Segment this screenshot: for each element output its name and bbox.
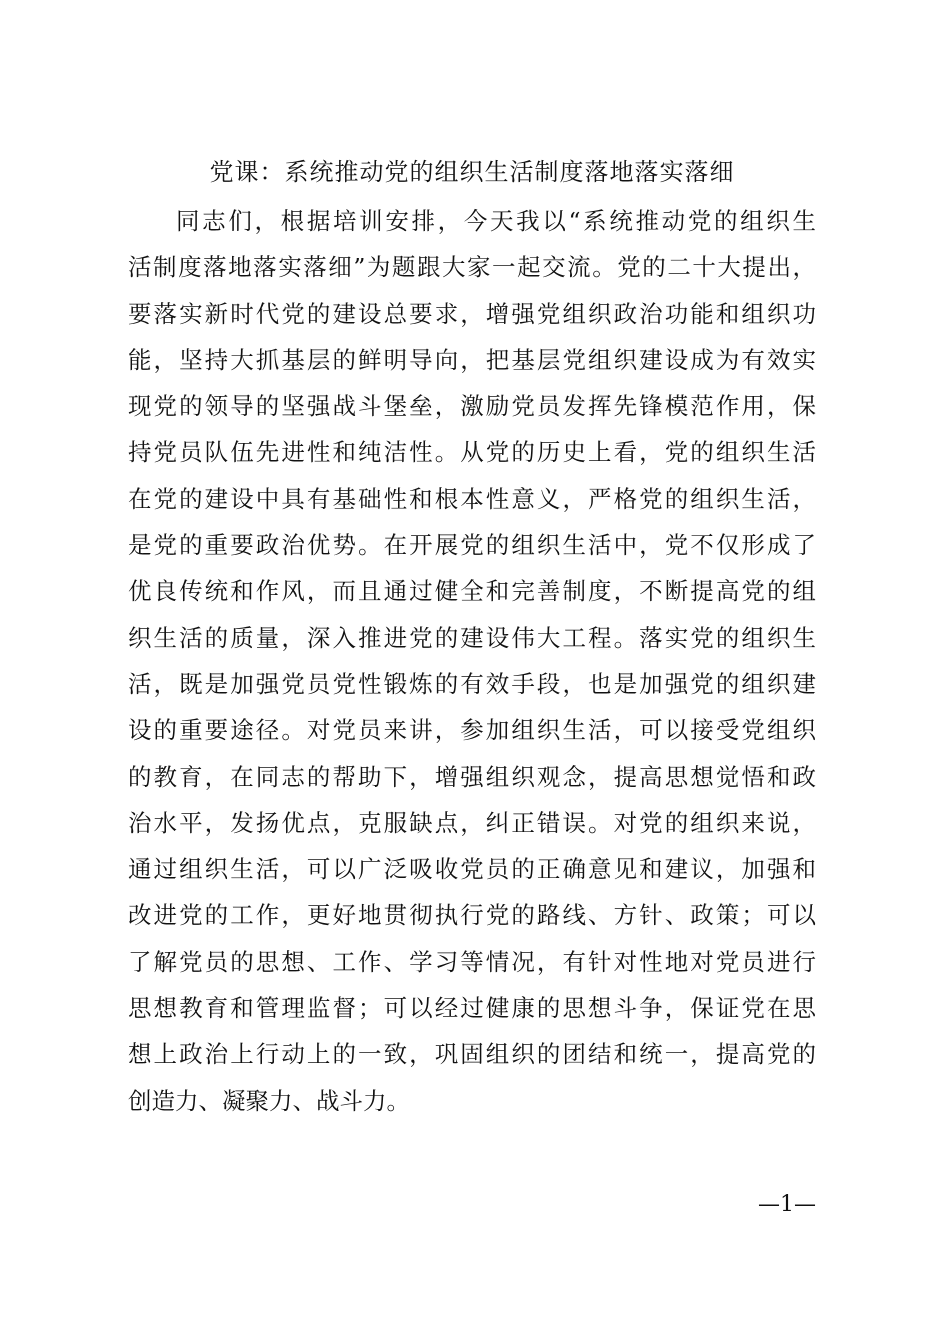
page-number: —1— bbox=[758, 1192, 816, 1217]
paragraph-line: 是党的重要政治优势。在开展党的组织生活中，党不仅形成了 bbox=[128, 531, 816, 560]
paragraph-line: 治水平，发扬优点，克服缺点，纠正错误。对党的组织来说， bbox=[128, 808, 816, 837]
paragraph-line: 通过组织生活，可以广泛吸收党员的正确意见和建议，加强和 bbox=[128, 855, 816, 884]
paragraph-line: 在党的建设中具有基础性和根本性意义，严格党的组织生活， bbox=[128, 484, 816, 513]
paragraph-line: 优良传统和作风，而且通过健全和完善制度，不断提高党的组 bbox=[128, 577, 816, 606]
paragraph-line: 能，坚持大抓基层的鲜明导向，把基层党组织建设成为有效实 bbox=[128, 345, 816, 374]
paragraph-line: 思想教育和管理监督；可以经过健康的思想斗争，保证党在思 bbox=[128, 994, 816, 1023]
paragraph-line: 要落实新时代党的建设总要求，增强党组织政治功能和组织功 bbox=[128, 299, 816, 328]
paragraph-line: 想上政治上行动上的一致，巩固组织的团结和统一，提高党的 bbox=[128, 1040, 816, 1069]
paragraph-line: 了解党员的思想、工作、学习等情况，有针对性地对党员进行 bbox=[128, 947, 816, 976]
document-title: 党课：系统推动党的组织生活制度落地落实落细 bbox=[209, 158, 735, 186]
paragraph-line: 同志们，根据培训安排，今天我以“系统推动党的组织生 bbox=[176, 207, 816, 235]
paragraph-line: 改进党的工作，更好地贯彻执行党的路线、方针、政策；可以 bbox=[128, 901, 816, 930]
paragraph-line: 设的重要途径。对党员来讲，参加组织生活，可以接受党组织 bbox=[128, 716, 816, 745]
paragraph-line: 现党的领导的坚强战斗堡垒，激励党员发挥先锋模范作用，保 bbox=[128, 392, 816, 421]
paragraph-line: 持党员队伍先进性和纯洁性。从党的历史上看，党的组织生活 bbox=[128, 438, 816, 467]
paragraph-line: 活制度落地落实落细”为题跟大家一起交流。党的二十大提出， bbox=[128, 253, 816, 282]
paragraph-line: 活，既是加强党员党性锻炼的有效手段，也是加强党的组织建 bbox=[128, 669, 816, 698]
paragraph-line: 织生活的质量，深入推进党的建设伟大工程。落实党的组织生 bbox=[128, 623, 816, 652]
body-paragraph bbox=[128, 198, 816, 1124]
paragraph-line: 的教育，在同志的帮助下，增强组织观念，提高思想觉悟和政 bbox=[128, 762, 816, 791]
paragraph-line: 创造力、凝聚力、战斗力。 bbox=[128, 1086, 410, 1115]
